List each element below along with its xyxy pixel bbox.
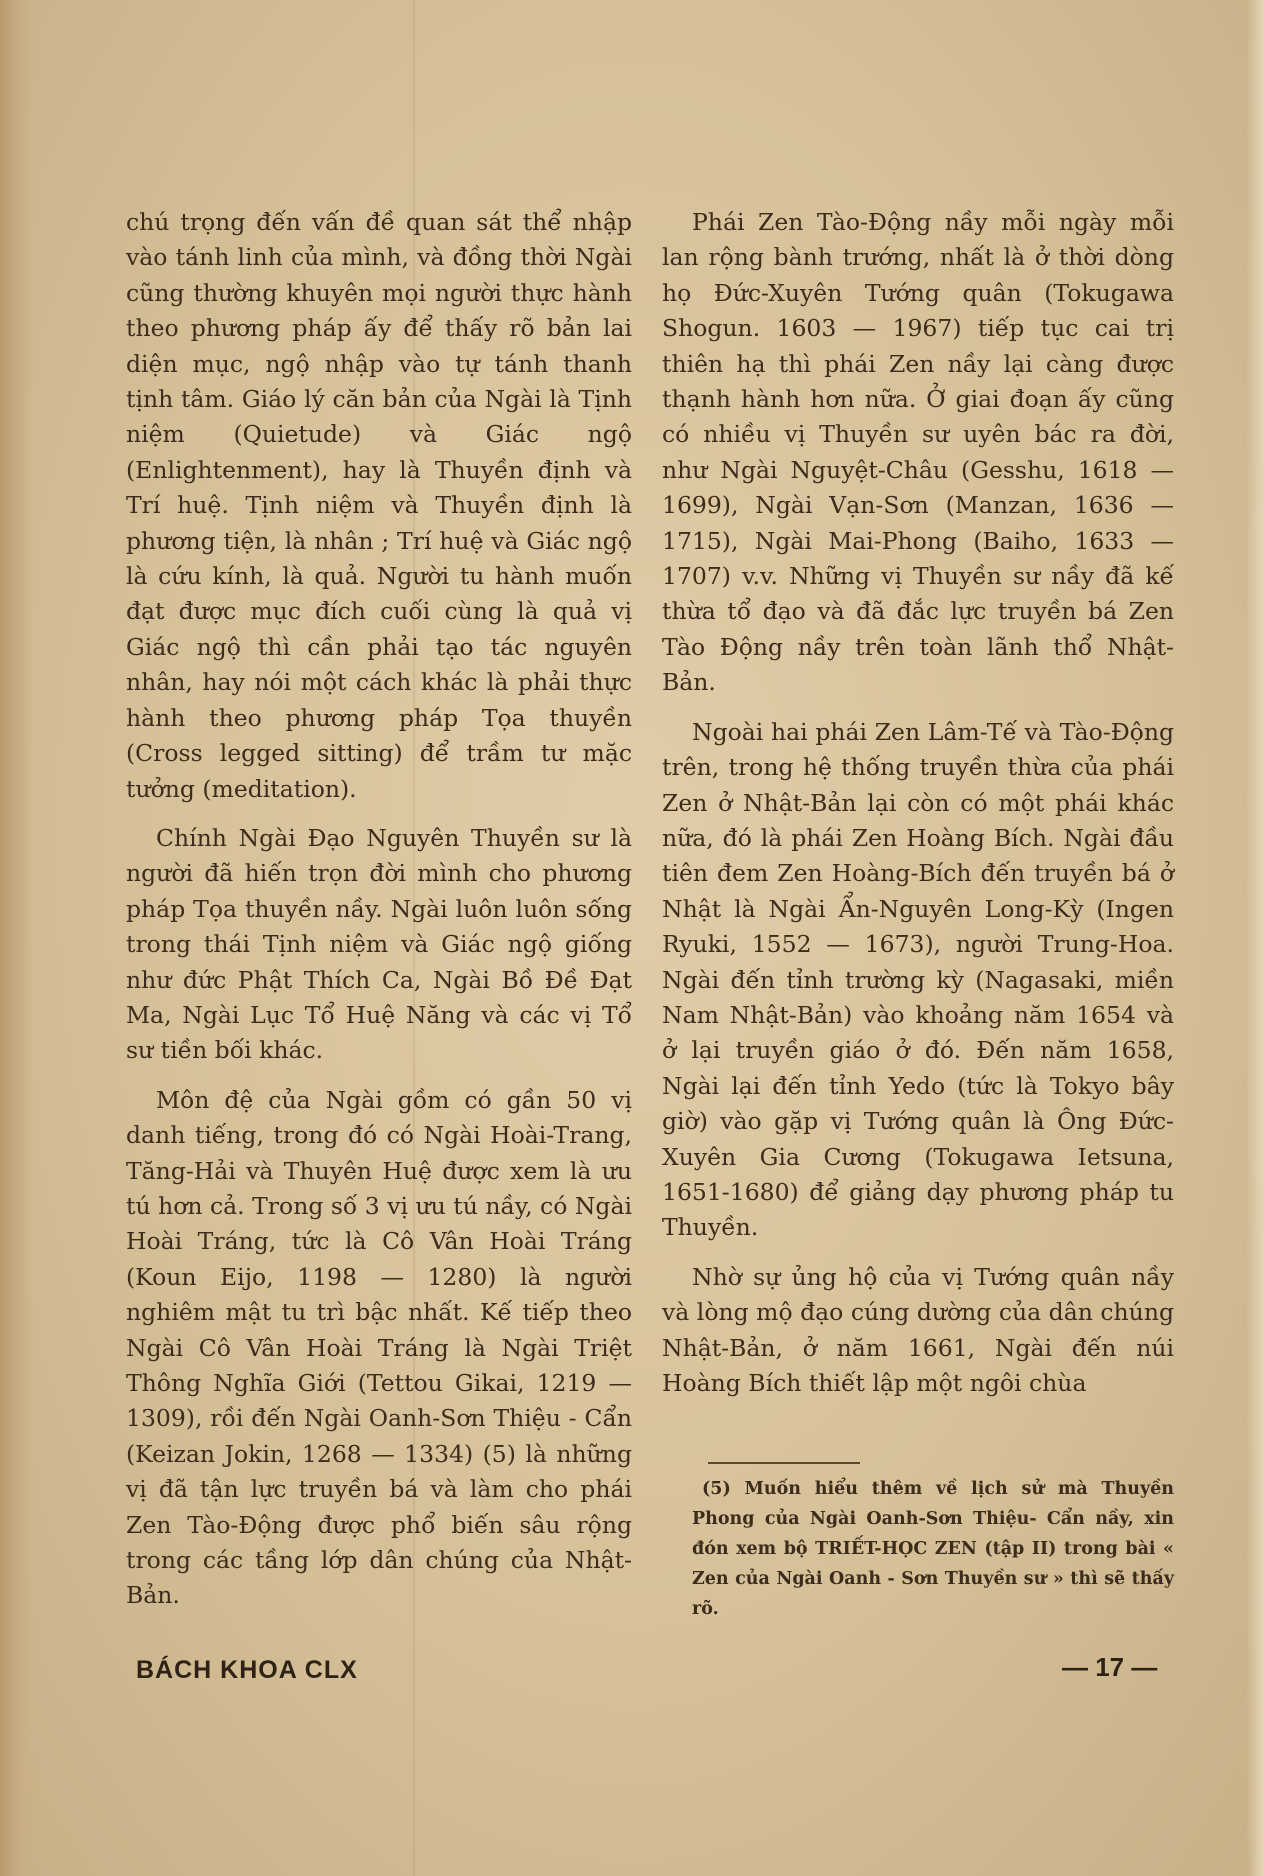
- paragraph: Chính Ngài Đạo Nguyên Thuyền sư là người đã hiến trọn đời mình cho phương pháp Tọa thuyền nầy. Ngài luôn luôn sống trong thái Tịnh niệm và Giác ngộ giống như đức Phật Thích Ca, Ngài Bồ Đề Đạt Ma, Ngài Lục Tổ Huệ Năng và các vị Tổ sư tiền bối khác.: [126, 823, 632, 1065]
- page-right-edge: [1246, 0, 1264, 1876]
- paragraph: Nhờ sự ủng hộ của vị Tướng quân nầy và lòng mộ đạo cúng dường của dân chúng Nhật-Bản, ở năm 1661, Ngài đến núi Hoàng Bích thiết lập một ngôi chùa: [662, 1262, 1174, 1397]
- footnote: (5) Muốn hiểu thêm về lịch sử mà Thuyền Phong của Ngài Oanh-Sơn Thiệu- Cẩn nầy, xin đón xem bộ TRIẾT-HỌC ZEN (tập II) trong bài « Zen của Ngài Oanh - Sơn Thuyền sư » thì sẽ thấy rõ.: [692, 1479, 1174, 1619]
- footnote-divider: [708, 1462, 860, 1464]
- page-left-edge: [0, 0, 34, 1876]
- paragraph: Môn đệ của Ngài gồm có gần 50 vị danh tiếng, trong đó có Ngài Hoài-Trang, Tăng-Hải và Thuyên Huệ được xem là ưu tú hơn cả. Trong số 3 vị ưu tú nầy, có Ngài Hoài Tráng, tức là Cô Vân Hoài Tráng (Koun Eijo, 1198 — 1280) là người nghiêm mật tu trì bậc nhất. Kế tiếp theo Ngài Cô Vân Hoài Tráng là Ngài Triệt Thông Nghĩa Giới (Tettou Gikai, 1219 — 1309), rồi đến Ngài Oanh-Sơn Thiệu - Cẩn (Keizan Jokin, 1268 — 1334) (5) là những vị đã tận lực truyền bá và làm cho phái Zen Tào-Động được phổ biến sâu rộng trong các tầng lớp dân chúng của Nhật-Bản.: [126, 1085, 632, 1610]
- left-text-column: [126, 205, 632, 1628]
- right-text-column: [662, 205, 1174, 1415]
- page-number: — 17 —: [1062, 1652, 1158, 1682]
- paragraph: Phái Zen Tào-Động nầy mỗi ngày mỗi lan rộng bành trướng, nhất là ở thời dòng họ Đức-Xuyên Tướng quân (Tokugawa Shogun. 1603 — 1967) tiếp tục cai trị thiên hạ thì phái Zen nầy lại càng được thạnh hành hơn nữa. Ở giai đoạn ấy cũng có nhiều vị Thuyền sư uyên bác ra đời, như Ngài Nguyệt-Châu (Gesshu, 1618 — 1699), Ngài Vạn-Sơn (Manzan, 1636 — 1715), Ngài Mai-Phong (Baiho, 1633 — 1707) v.v. Những vị Thuyền sư nầy đã kế thừa tổ đạo và đã đắc lực truyền bá Zen Tào Động nầy trên toàn lãnh thổ Nhật-Bản.: [662, 208, 1174, 697]
- paragraph: chú trọng đến vấn đề quan sát thể nhập vào tánh linh của mình, và đồng thời Ngài cũng thường khuyên mọi người thực hành theo phương pháp ấy để thấy rõ bản lai diện mục, ngộ nhập vào tự tánh thanh tịnh tâm. Giáo lý căn bản của Ngài là Tịnh niệm (Quietude) và Giác ngộ (Enlightenment), hay là Thuyền định và Trí huệ. Tịnh niệm và Thuyền định là phương tiện, là nhân ; Trí huệ và Giác ngộ là cứu kính, là quả. Người tu hành muốn đạt được mục đích cuối cùng là quả vị Giác ngộ thì cần phải tạo tác nguyên nhân, hay nói một cách khác là phải thực hành theo phương pháp Tọa thuyền (Cross legged sitting) để trầm tư mặc tưởng (meditation).: [126, 208, 632, 803]
- publication-footer: BÁCH KHOA CLX: [136, 1656, 358, 1684]
- paragraph: Ngoài hai phái Zen Lâm-Tế và Tào-Động trên, trong hệ thống truyền thừa của phái Zen ở Nhật-Bản lại còn có một phái khác nữa, đó là phái Zen Hoàng Bích. Ngài đầu tiên đem Zen Hoàng-Bích đến truyền bá ở Nhật là Ngài Ẩn-Nguyên Long-Kỳ (Ingen Ryuki, 1552 — 1673), người Trung-Hoa. Ngài đến tỉnh trường kỳ (Nagasaki, miền Nam Nhật-Bản) vào khoảng năm 1654 và ở lại truyền giáo ở đó. Đến năm 1658, Ngài lại đến tỉnh Yedo (tức là Tokyo bây giờ) vào gặp vị Tướng quân là Ông Đức-Xuyên Gia Cương (Tokugawa Ietsuna, 1651-1680) để giảng dạy phương pháp tu Thuyền.: [662, 717, 1174, 1242]
